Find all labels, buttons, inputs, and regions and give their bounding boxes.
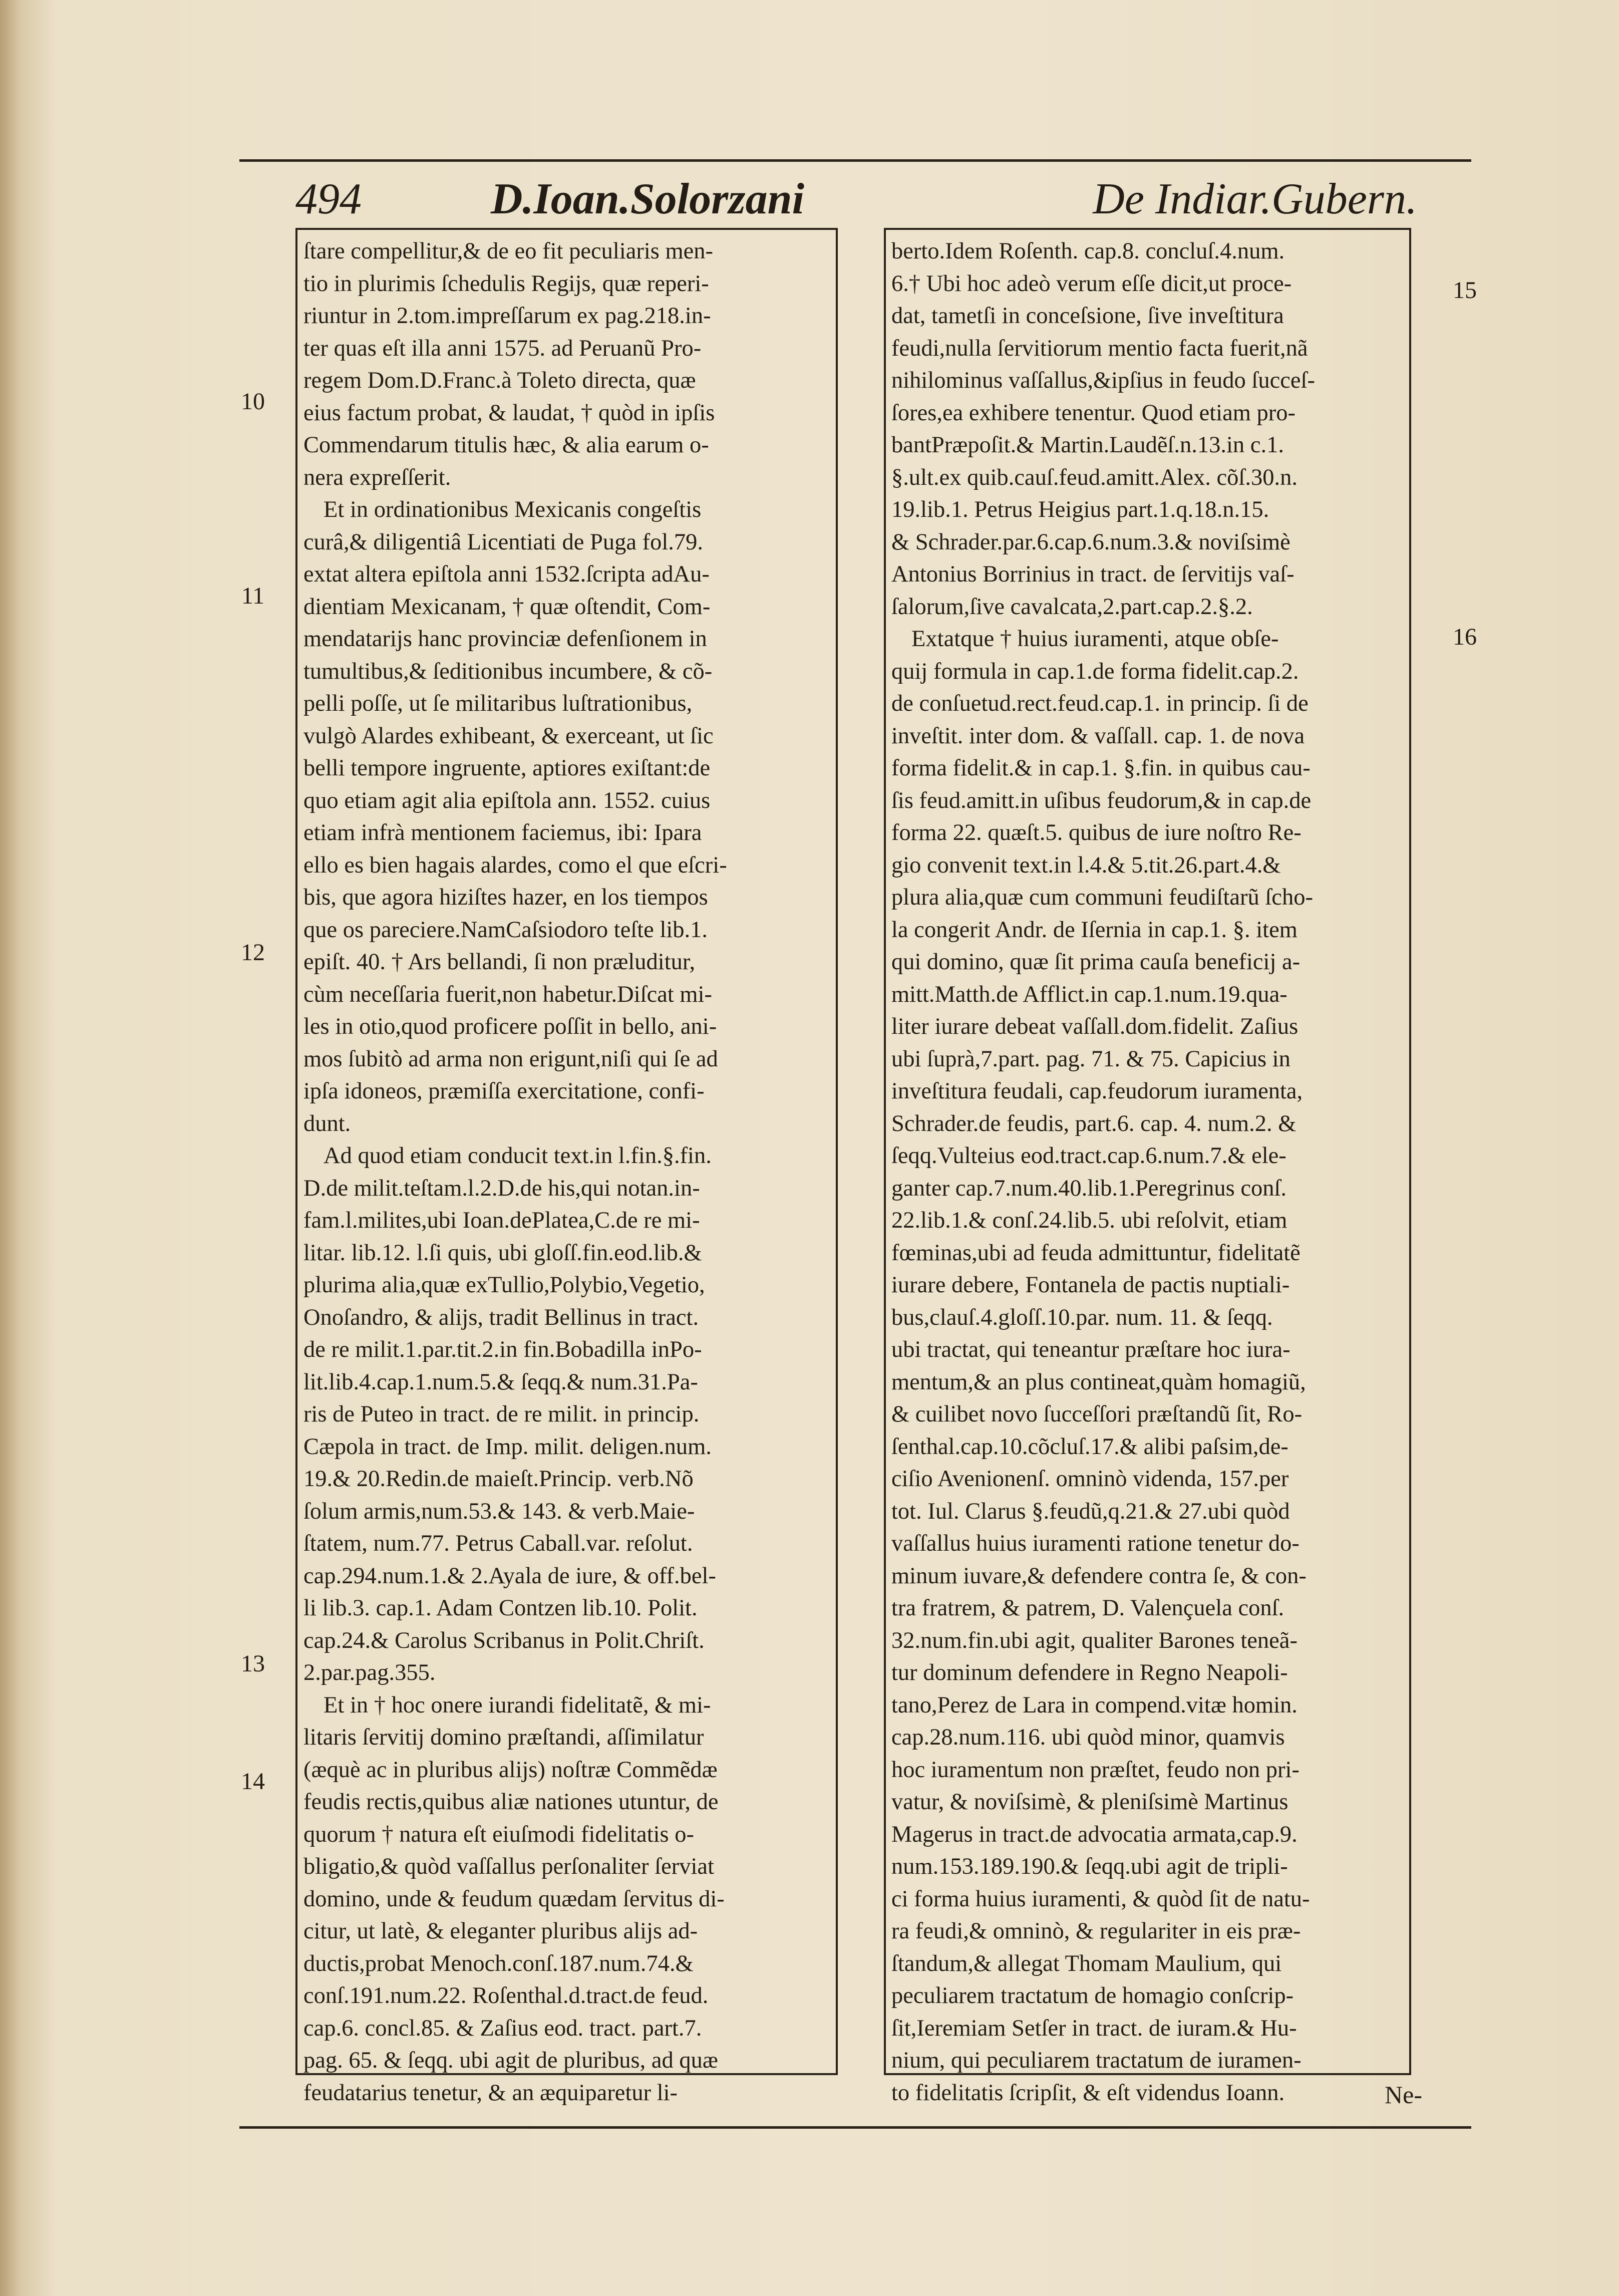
text-line: vaſſallus huius iuramenti ratione tenetur do- (891, 1531, 1300, 1556)
text-line: tumultibus,& ſeditionibus incumbere, & cõ- (303, 658, 713, 684)
text-line: litar. lib.12. l.ſi quis, ubi gloſſ.fin.eod.lib.& (303, 1240, 702, 1266)
text-line: feudi,nulla ſervitiorum mentio facta fuerit,nã (891, 335, 1308, 361)
text-line: nihilominus vaſſallus,&ipſius in feudo ſucceſ- (891, 368, 1315, 393)
text-line: epiſt. 40. † Ars bellandi, ſi non præluditur, (303, 949, 696, 975)
text-line: liter iurare debeat vaſſall.dom.fidelit. Zaſius (891, 1014, 1299, 1039)
text-line: ſtatem, num.77. Petrus Caball.var. reſolut. (303, 1531, 693, 1556)
text-line: Et in ordinationibus Mexicanis congeſtis (323, 497, 702, 522)
text-line: vatur, & noviſsimè, & pleniſsimè Martinus (891, 1789, 1288, 1815)
text-line: bligatio,& quòd vaſſallus perſonaliter ſerviat (303, 1854, 714, 1879)
text-line: curâ,& diligentiâ Licentiati de Puga fol.79. (303, 529, 704, 555)
text-line: berto.Idem Roſenth. cap.8. concluſ.4.num. (891, 238, 1285, 264)
text-line: conſ.191.num.22. Roſenthal.d.tract.de feud. (303, 1983, 709, 2008)
text-line: de conſuetud.rect.feud.cap.1. in princip. ſi de (891, 691, 1309, 716)
text-line: Et in † hoc onere iurandi fidelitatẽ, & mi- (323, 1692, 711, 1718)
text-line: 19.lib.1. Petrus Heigius part.1.q.18.n.15. (891, 497, 1269, 522)
text-line: cap.28.num.116. ubi quòd minor, quamvis (891, 1725, 1285, 1750)
text-line: mentum,& an plus contineat,quàm homagiũ, (891, 1369, 1306, 1395)
text-line: hoc iuramentum non præſtet, feudo non pri- (891, 1757, 1300, 1783)
text-line: tra fratrem, & patrem, D. Valençuela conſ. (891, 1595, 1284, 1621)
text-line: ſtare compellitur,& de eo fit peculiaris men- (303, 238, 714, 264)
text-line: ci forma huius iuramenti, & quòd ſit de natu- (891, 1886, 1310, 1912)
text-line: riuntur in 2.tom.impreſſarum ex pag.218.in- (303, 303, 711, 329)
text-line: to fidelitatis ſcripſit, & eſt videndus Ioann. (891, 2080, 1285, 2106)
text-line: dientiam Mexicanam, † quæ oſtendit, Com- (303, 594, 711, 620)
text-line: 32.num.fin.ubi agit, qualiter Barones teneã- (891, 1627, 1298, 1653)
text-line: tur dominum defendere in Regno Neapoli- (891, 1660, 1288, 1685)
text-line: quij formula in cap.1.de forma fidelit.cap.2. (891, 658, 1299, 684)
text-line: 2.par.pag.355. (303, 1660, 436, 1685)
margin-number: 11 (241, 583, 265, 609)
margin-number: 16 (1453, 624, 1477, 650)
text-line: & Schrader.par.6.cap.6.num.3.& noviſsimè (891, 529, 1290, 555)
text-line: Extatque † huius iuramenti, atque obſe- (911, 626, 1279, 652)
text-line: Commendarum titulis hæc, & alia earum o- (303, 432, 709, 458)
right-column (891, 235, 1402, 2106)
text-line: ſenthal.cap.10.cõcluſ.17.& alibi paſsim,de- (891, 1433, 1288, 1460)
text-line: ris de Puteo in tract. de re milit. in princip. (303, 1401, 700, 1427)
text-line: nium, qui peculiarem tractatum de iuramen- (891, 2048, 1302, 2073)
text-line: la congerit Andr. de Iſernia in cap.1. §. item (891, 917, 1298, 943)
text-line: dunt. (303, 1110, 351, 1136)
running-author: D.Ioan.Solorzani (491, 175, 805, 223)
text-line: inveſtitura feudali, cap.feudorum iuramenta, (891, 1078, 1303, 1104)
text-line: plurima alia,quæ exTullio,Polybio,Vegetio, (303, 1272, 705, 1298)
text-line: nera expreſſerit. (303, 464, 451, 490)
text-line: ſores,ea exhibere tenentur. Quod etiam pro- (891, 400, 1296, 426)
text-line: num.153.189.190.& ſeqq.ubi agit de tripli- (891, 1854, 1288, 1879)
text-line: cap.24.& Carolus Scribanus in Polit.Chriſt. (303, 1627, 705, 1653)
text-line: cùm neceſſaria fuerit,non habetur.Diſcat mi- (303, 981, 712, 1007)
text-line: gio convenit text.in l.4.& 5.tit.26.part.4.& (891, 852, 1281, 878)
text-line: iurare debere, Fontanela de pactis nuptiali- (891, 1272, 1290, 1298)
text-line: ſolum armis,num.53.& 143. & verb.Maie- (303, 1498, 695, 1524)
margin-number: 15 (1453, 277, 1477, 304)
text-line: Schrader.de feudis, part.6. cap. 4. num.2. & (891, 1110, 1297, 1136)
text-line: feudis rectis,quibus aliæ nationes utuntur, de (303, 1789, 719, 1815)
text-line: bantPræpoſit.& Martin.Laudẽſ.n.13.in c.1. (891, 432, 1284, 458)
text-line: (æquè ac in pluribus alijs) noſtræ Commẽdæ (303, 1757, 718, 1783)
text-line: extat altera epiſtola anni 1532.ſcripta adAu- (303, 561, 710, 587)
text-line: ductis,probat Menoch.conſ.187.num.74.& (303, 1950, 694, 1976)
text-line: belli tempore ingruente, aptiores exiſtant:de (303, 755, 711, 781)
text-line: mitt.Matth.de Afflict.in cap.1.num.19.qua- (891, 981, 1287, 1007)
text-line: 19.& 20.Redin.de maieſt.Princip. verb.Nõ (303, 1466, 694, 1492)
text-line: ra feudi,& omninò, & regulariter in eis præ- (891, 1918, 1301, 1944)
text-line: Magerus in tract.de advocatia armata,cap.9. (891, 1821, 1298, 1847)
text-line: ello es bien hagais alardes, como el que eſcri- (303, 852, 727, 878)
text-line: regem Dom.D.Franc.à Toleto directa, quæ (303, 368, 696, 393)
text-line: Antonius Borrinius in tract. de ſervitijs vaſ- (891, 561, 1294, 587)
text-line: eius factum probat, & laudat, † quòd in ipſis (303, 400, 715, 426)
text-line: tio in plurimis ſchedulis Regijs, quæ reperi- (303, 270, 709, 297)
text-line: ſit,Ieremiam Setſer in tract. de iuram.& Hu- (891, 2015, 1297, 2041)
text-line: ubi ſuprà,7.part. pag. 71. & 75. Capicius in (891, 1046, 1290, 1072)
margin-number: 13 (241, 1650, 265, 1677)
text-line: Ad quod etiam conducit text.in l.fin.§.fin. (323, 1143, 712, 1169)
text-line: §.ult.ex quib.cauſ.feud.amitt.Alex. cõſ.30.n. (891, 464, 1298, 490)
text-line: feudatarius tenetur, & an æquiparetur li- (303, 2080, 678, 2106)
text-line: ſtandum,& allegat Thomam Maulium, qui (891, 1950, 1282, 1976)
text-line: bis, que agora hiziſtes hazer, en los tiempos (303, 885, 708, 910)
text-line: pag. 65. & ſeqq. ubi agit de pluribus, ad quæ (303, 2048, 718, 2073)
text-line: peculiarem tractatum de homagio conſcrip- (891, 1983, 1294, 2008)
text-line: que os pareciere.NamCaſsiodoro teſte lib.1. (303, 917, 708, 943)
text-line: quorum † natura eſt eiuſmodi fidelitatis o- (303, 1821, 694, 1847)
text-line: & cuilibet novo ſucceſſori præſtandũ ſit, Ro- (891, 1401, 1303, 1427)
text-line: tano,Perez de Lara in compend.vitæ homin. (891, 1692, 1298, 1718)
text-line: ipſa idoneos, præmiſſa exercitatione, confi- (303, 1078, 705, 1104)
text-line: litaris ſervitij domino præſtandi, aſſimilatur (303, 1725, 704, 1750)
text-line: fœminas,ubi ad feuda admittuntur, fidelitatẽ (891, 1240, 1301, 1266)
text-line: bus,clauſ.4.gloſſ.10.par. num. 11. & ſeqq. (891, 1304, 1273, 1330)
text-line: minum iuvare,& defendere contra ſe, & con- (891, 1563, 1307, 1589)
page-number: 494 (295, 175, 362, 223)
text-line: mendatarijs hanc provinciæ defenſionem in (303, 626, 707, 652)
text-line: domino, unde & feudum quædam ſervitus di- (303, 1886, 725, 1912)
running-title: De Indiar.Gubern. (1093, 175, 1417, 223)
text-line: vulgò Alardes exhibeant, & exerceant, ut ſic (303, 723, 714, 749)
running-header (295, 168, 1417, 230)
text-line: cap.294.num.1.& 2.Ayala de iure, & off.bel- (303, 1563, 716, 1589)
margin-number: 14 (241, 1768, 265, 1795)
text-line: D.de milit.teſtam.l.2.D.de his,qui notan.in- (303, 1175, 700, 1201)
text-line: de re milit.1.par.tit.2.in fin.Bobadilla inPo- (303, 1337, 702, 1362)
text-line: les in otio,quod proficere poſſit in bello, ani- (303, 1014, 717, 1039)
text-line: ubi tractat, qui teneantur præſtare hoc iura- (891, 1337, 1290, 1362)
text-line: pelli poſſe, ut ſe militaribus luſtrationibus, (303, 691, 693, 716)
text-line: 22.lib.1.& conſ.24.lib.5. ubi reſolvit, etiam (891, 1208, 1287, 1233)
text-line: Onoſandro, & alijs, tradit Bellinus in tract. (303, 1304, 699, 1330)
text-line: forma fidelit.& in cap.1. §.fin. in quibus cau- (891, 755, 1311, 781)
margin-number: 12 (241, 939, 265, 966)
margin-number: 10 (241, 388, 265, 415)
catchword: Ne- (1385, 2081, 1422, 2109)
text-line: cap.6. concl.85. & Zaſius eod. tract. part.7. (303, 2015, 702, 2041)
text-line: 6.† Ubi hoc adeò verum eſſe dicit,ut proce- (891, 270, 1292, 297)
text-line: etiam infrà mentionem faciemus, ibi: Ipara (303, 820, 702, 845)
text-line: forma 22. quæſt.5. quibus de iure noſtro Re- (891, 820, 1302, 845)
text-line: ſalorum,ſive cavalcata,2.part.cap.2.§.2. (891, 594, 1253, 620)
text-line: ſeqq.Vulteius eod.tract.cap.6.num.7.& ele- (891, 1143, 1286, 1169)
text-line: ganter cap.7.num.40.lib.1.Peregrinus conſ. (891, 1175, 1287, 1201)
text-line: dat, tametſi in conceſsione, ſive inveſtitura (891, 303, 1284, 329)
text-line: ciſio Avenionenſ. omninò videnda, 157.per (891, 1466, 1289, 1492)
text-line: mos ſubitò ad arma non erigunt,niſi qui ſe ad (303, 1046, 718, 1072)
text-line: plura alia,quæ cum communi feudiſtarũ ſcho- (891, 885, 1313, 910)
text-line: inveſtit. inter dom. & vaſſall. cap. 1. de nova (891, 723, 1305, 749)
text-line: Cæpola in tract. de Imp. milit. deligen.num. (303, 1433, 712, 1460)
text-line: tot. Iul. Clarus §.feudũ,q.21.& 27.ubi quòd (891, 1498, 1290, 1524)
text-line: ter quas eſt illa anni 1575. ad Peruanũ Pro- (303, 335, 702, 361)
text-line: quo etiam agit alia epiſtola ann. 1552. cuius (303, 787, 711, 813)
text-line: citur, ut latè, & eleganter pluribus alijs ad- (303, 1918, 698, 1944)
text-line: qui domino, quæ ſit prima cauſa beneficij a- (891, 949, 1301, 975)
text-line: fam.l.milites,ubi Ioan.dePlatea,C.de re mi- (303, 1208, 700, 1233)
text-line: ſis feud.amitt.in uſibus feudorum,& in cap.de (891, 787, 1312, 813)
text-line: li lib.3. cap.1. Adam Contzen lib.10. Polit. (303, 1595, 698, 1621)
text-line: lit.lib.4.cap.1.num.5.& ſeqq.& num.31.Pa- (303, 1369, 698, 1395)
left-column (303, 235, 829, 2106)
